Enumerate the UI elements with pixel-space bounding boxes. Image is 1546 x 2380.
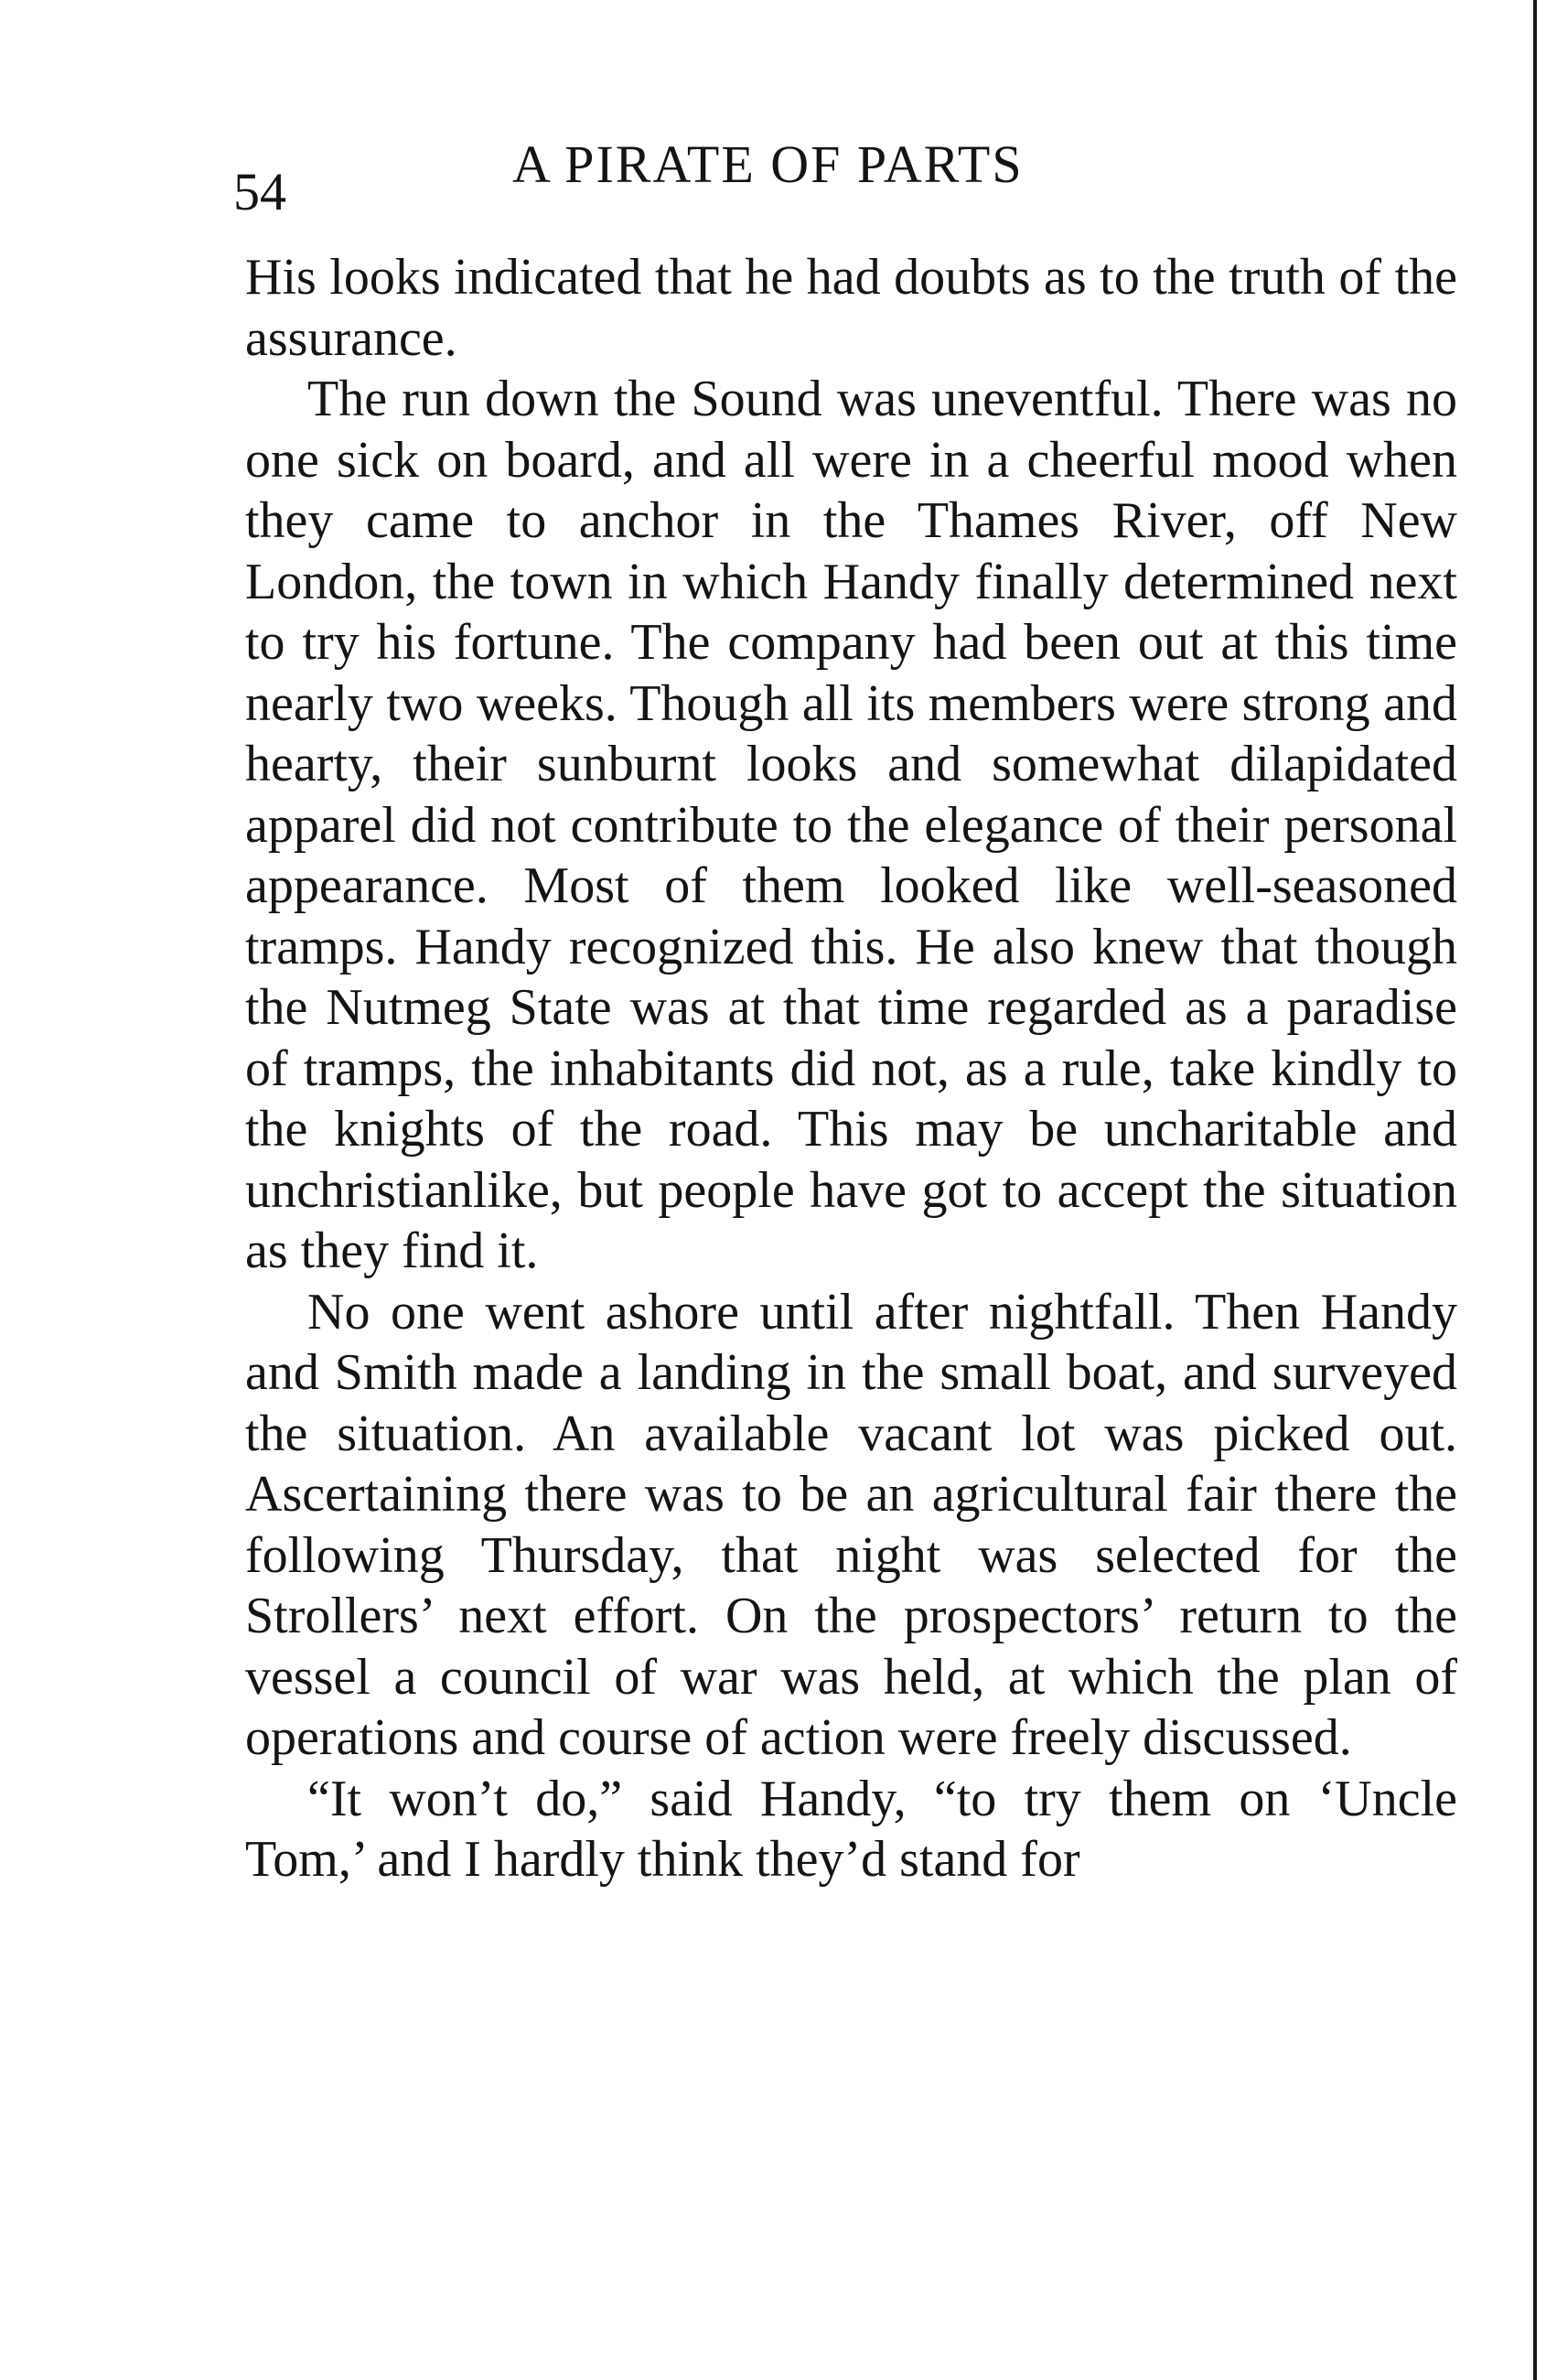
paragraph-4: “It won’t do,” said Handy, “to try them on ‘Uncle Tom,’ and I hardly think they’d stand for [245,1770,1457,1888]
running-title: A PIRATE OF PARTS [512,135,1024,194]
running-header [233,128,1459,221]
paragraph-1: His looks indicated that he had doubts as to the truth of the assurance. [245,249,1457,367]
paragraph-2: The run down the Sound was uneventful. There was no one sick on board, and all were in a cheerful mood when they came to anchor in the Thames River, off New London, the town in which Handy finally determined next to try his fortune. The company had been out at this time nearly two weeks. Though all its members were strong and hearty, their sunburnt looks and somewhat dilapidated apparel did not contribute to the elegance of their personal appearance. Most of them looked like well-seasoned tramps. Handy recognized this. He also knew that though the Nutmeg State was at that time regarded as a paradise of tramps, the inhabitants did not, as a rule, take kindly to the knights of the road. This may be uncharitable and unchristianlike, but people have got to accept the situation as they find it. [245,371,1457,1279]
page-edge-rule [1533,0,1537,2380]
page-number: 54 [233,162,286,221]
body-text [245,247,1457,1890]
paragraph-3: No one went ashore until after nightfall. Then Handy and Smith made a landing in the small boat, and surveyed the situation. An available vacant lot was picked out. Ascertaining there was to be an agricultural fair there the following Thursday, that night was selected for the Strollers’ next effort. On the prospectors’ return to the vessel a council of war was held, at which the plan of operations and course of action were freely discussed. [245,1283,1457,1766]
